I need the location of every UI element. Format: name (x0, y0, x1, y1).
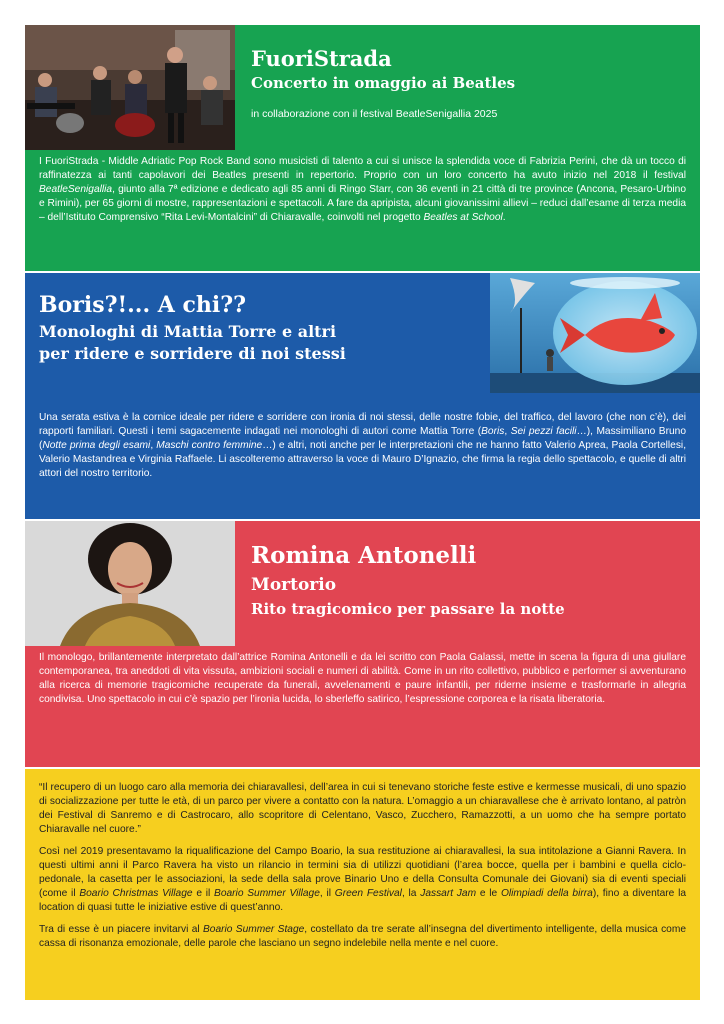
fuoristrada-subtitle: Concerto in omaggio ai Beatles (251, 74, 516, 92)
fuoristrada-section (25, 25, 700, 271)
fish-bowl-photo (490, 273, 700, 393)
fuoristrada-title: FuoriStrada (251, 46, 392, 71)
boario-section (25, 769, 700, 1000)
romina-subtitle: Mortorio (251, 575, 337, 595)
boris-subtitle-line-2: per ridere e sorridere di noi stessi (39, 344, 346, 363)
romina-description: Il monologo, brillantemente interpretato dall’attrice Romina Antonelli e da lei scritto con Paola Galassi, mette in scena la figura di una giullare contemporanea, tra aneddoti di vita vissuta, ambizioni sociali e numeri di abilità. Come in un rito collettivo, pubblico e performer si avventurano alla ricerca di memorie tragicomiche recuperate da funerali, avvelenamenti e paure infantili, per riderne insieme e trasformarle in allegria condivisa. Uno spettacolo in cui c’è spazio per l’ironia lucida, lo sberleffo satirico, l’espressione corporea e la risata liberatoria. (39, 652, 686, 705)
boris-title: Boris?!... A chi?? (39, 292, 247, 318)
fuoristrada-note: in collaborazione con il festival BeatleSenigallia 2025 (251, 108, 498, 120)
boario-invite-paragraph: Tra di esse è un piacere invitarvi al Boario Summer Stage, costellato da tre serate all’insegna del divertimento intelligente, della musica come cassa di risonanza emozionale, delle parole che lasciano un segno indelebile nella mente e nel cuore. (39, 924, 686, 949)
romina-title: Romina Antonelli (251, 542, 477, 569)
band-photo (25, 25, 235, 150)
boris-description: Una serata estiva è la cornice ideale per ridere e sorridere con ironia di noi stessi, delle nostre fobie, del traffico, del lavoro (che non c’è), dei rapporti familiari. Questi i temi sagacemente indagati nei monologhi di autori come Mattia Torre (Boris, Sei pezzi facili…), Massimiliano Bruno (Notte prima degli esami, Maschi contro femmine…) e altri, noti anche per le interpretazioni che ne hanno fatto Valerio Aprea, Paola Cortellesi, Valerio Mastandrea e Virginia Raffaele. Li ascolteremo attraverso la voce di Mauro D’Ignazio, che firma la regia dello spettacolo, e quelle di altri attori del nostro territorio. (39, 412, 687, 479)
boario-quote-paragraph: “Il recupero di un luogo caro alla memoria dei chiaravallesi, dell’area in cui si tenevano storiche feste estive e kermesse musicali, di uno spazio di socializzazione per tutte le età, di un parco per vivere a contatto con la natura. L’omaggio a un chiaravallese che è arrivato lontano, al patròn dei Festival di Sanremo e di Castrocaro, allo scopritore di Celentano, Vasco, Zucchero, Ramazzotti, a un uomo che ha sempre portato Chiaravalle nel cuore.” (39, 782, 686, 835)
romina-tagline: Rito tragicomico per passare la notte (251, 600, 565, 618)
boris-subtitle-line-1: Monologhi di Mattia Torre e altri (39, 322, 337, 341)
boris-section (25, 273, 700, 519)
romina-section (25, 521, 700, 767)
boario-history-paragraph: Così nel 2019 presentavamo la riqualificazione del Campo Boario, la sua restituzione ai chiaravallesi, la sua intitolazione a Gianni Ravera. In questi ultimi anni il Parco Ravera ha visto un rilancio in termini sia di utilizzi quotidiani (l’area bocce, quella per i bambini e quella ciclo-pedonale, la casetta per le associazioni, la sede della sala prove Binario Uno e della Consulta Comunale dei Giovani) sia di eventi speciali (come il Boario Christmas Village e il Boario Summer Village, il Green Festival, la Jassart Jam e le Olimpiadi della birra), fino a diventare la location di quasi tutte le iniziative estive di quest’anno. (39, 846, 687, 913)
romina-portrait (25, 521, 235, 646)
fuoristrada-description: I FuoriStrada - Middle Adriatic Pop Rock Band sono musicisti di talento a cui si unisce la splendida voce di Fabrizia Perini, che dà un tocco di raffinatezza ai tanti capolavori dei Beatles presenti in repertorio. Proprio con un loro concerto ha avuto inizio nel 2018 il festival BeatleSenigallia, giunto alla 7ª edizione e dedicato agli 85 anni di Ringo Starr, con 36 eventi in 21 città di tre province (Ancona, Pesaro-Urbino e Rimini), per 65 giorni di mostre, rappresentazioni e spettacoli. A fare da apripista, alcuni giovanissimi allievi – reduci dall’esame di terza media – dell’Istituto Comprensivo “Rita Levi-Montalcini” di Chiaravalle, coinvolti nel progetto Beatles at School. (39, 156, 686, 223)
